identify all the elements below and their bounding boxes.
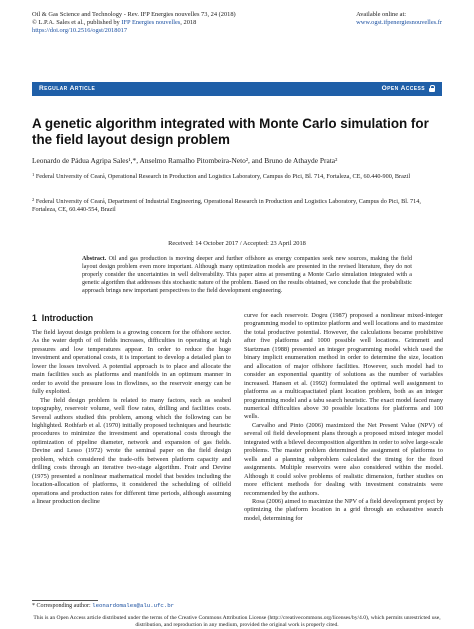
corresponding-author-footnote [32,602,174,609]
paragraph: The field design problem is related to many factors, such as seabed topography, reservoir volume, well flow rates, drilling and facilities costs. Several authors studied this problem, among which the following can be highlighted. Rothfarb et al. (1970) initially proposed techniques and heuristic procedures to minimize the investment and operational costs through the optimization of pipeline diameter, network and expansion of gas fields. Devine and Lesso (1972) wrote the seminal paper on the field design problem, which considered the trade-offs between platform capacity and drilling costs through an iterative two-stage algorithm. Frair and Devine (1975) presented a nonlinear mathematical model that besides including the location-allocation of platforms, it considered the scheduling of oilfield operations and production rates for different time periods, although assuming a linear production decline [32,396,231,506]
section-title: Introduction [41,313,94,323]
open-lock-icon [429,85,435,92]
available-label: Available online at: [356,11,407,18]
journal-header [32,11,236,36]
paragraph: curve for each reservoir. Dogru (1987) proposed a nonlinear mixed-integer programming model to optimize platform and well locations and to maximize the total productive potential. However, the calculations became prohibitive after five platforms and 1000 possible well locations. Grimmett and Startzman (1988) presented an integer programming model which used the binary implicit enumeration method in order to determine the size, location and allocation of major offshore facilities. However, such model had to consider an exponential quantity of solutions as the number of variables increased. Hansen et al. (1992) formulated the optimal well assignment to platforms as a multicapacitated plant location problem, both as an integer programming model and a tabu search heuristic. The exact model faced many numerical difficulties above 30 possible locations for platforms and 100 wells. [244,312,443,421]
footnote-label: * Corresponding author: [32,603,93,609]
abstract [82,256,412,296]
availability [356,11,442,27]
copyright-suffix: , 2018 [180,19,197,27]
author-list: Leonardo de Pádua Agripa Sales¹,*, Anselmo Ramalho Pitombeira-Neto², and Bruno de Athayde Prata² [32,156,338,165]
body-column-right [244,312,443,523]
affiliation-1-mark: 1 [32,172,35,177]
open-access-label [382,85,435,92]
copyright-line [32,19,236,27]
body-column-left [32,329,231,507]
copyright-prefix: © L.P.A. Sales et al., published by [32,19,122,27]
article-type-label: Regular Article [39,85,96,92]
affiliation-2-text: Federal University of Ceará, Department of Industrial Engineering, Operational Research in Production and Logistics Laboratory, Campus do Pici, Bl. 714, Fortaleza, CE, 60.440-554, Brazil [32,198,421,214]
journal-url-link[interactable]: www.ogst.ifpenergiesnouvelles.fr [356,19,442,27]
affiliation-2 [32,196,432,214]
paragraph: The field layout design problem is a growing concern for the offshore sector. As the water depth of oil fields increases, difficulties in operating at high pressures and low temperatures appear. In order to reduce the huge investment and operational costs, it is important to develop a detailed plan to lower the losses involved. A potential approach is to place and allocate the main facilities such as platforms and manifolds in an optimum manner in order to avoid the pressure loss in flowlines, so the reservoir energy can be fully exploited. [32,329,231,396]
abstract-label: Abstract. [82,256,107,262]
paper-title: A genetic algorithm integrated with Monte Carlo simulation for the field layout design problem [32,116,429,147]
received-accepted-dates: Received: 14 October 2017 / Accepted: 23 April 2018 [168,240,306,247]
article-type-banner [32,82,442,96]
affiliation-2-mark: 2 [32,197,35,202]
abstract-text: Oil and gas production is moving deeper and further offshore as energy companies seek new sources, making the field layout design problem even more important. Although many optimization models are presented in the revised literature, they do not properly consider the uncertainties in well deliverability. This paper aims at presenting a Monte Carlo simulation integrated with a genetic algorithm that addresses this stochastic nature of the problem. Based on the results obtained, we conclude that the probabilistic approach brings new important perspectives to the field development engineering. [82,256,412,294]
footnote-rule [32,600,98,601]
affiliation-1 [32,171,432,181]
license-note: This is an Open Access article distributed under the terms of the Creative Commons Attribution License (http://creativecommons.org/licenses/by/4.0), which permits unrestricted use, distribution, and reproduction in any medium, provided the original work is properly cited. [33,615,441,629]
doi-link[interactable]: https://doi.org/10.2516/ogst/2018017 [32,27,128,35]
open-access-text: Open Access [381,85,425,92]
section-heading [32,313,93,323]
paragraph: Rosa (2006) aimed to maximize the NPV of a field development project by optimizing the platform location in a grid through an exhaustive search model, determining for [244,497,443,522]
journal-line: Oil & Gas Science and Technology - Rev. IFP Energies nouvelles 73, 24 (2018) [32,11,236,18]
author-email-link[interactable]: leonardomales@alu.ufc.br [92,602,175,609]
section-number: 1 [32,313,37,323]
affiliation-1-text: Federal University of Ceará, Operational Research in Production and Logistics Laboratory, Campus do Pici, Bl. 714, Fortaleza, CE, 60.440-900, Brazil [35,173,411,180]
publisher-link[interactable]: IFP Energies nouvelles [121,19,181,27]
paragraph: Carvalho and Pinto (2006) maximized the Net Present Value (NPV) of several oil field development plans through a proposed mixed integer model integrated with a bilevel decomposition algorithm in order to solve large-scale problems. The master problem determined the assignment of platforms to wells and a planning subproblem calculated the timing for the fixed assignments. Multiple reservoirs were also considered within the model. Although it could solve problems of realistic dimension, further studies on more efficient methods for dealing with investment constraints were recommended by the authors. [244,421,443,497]
